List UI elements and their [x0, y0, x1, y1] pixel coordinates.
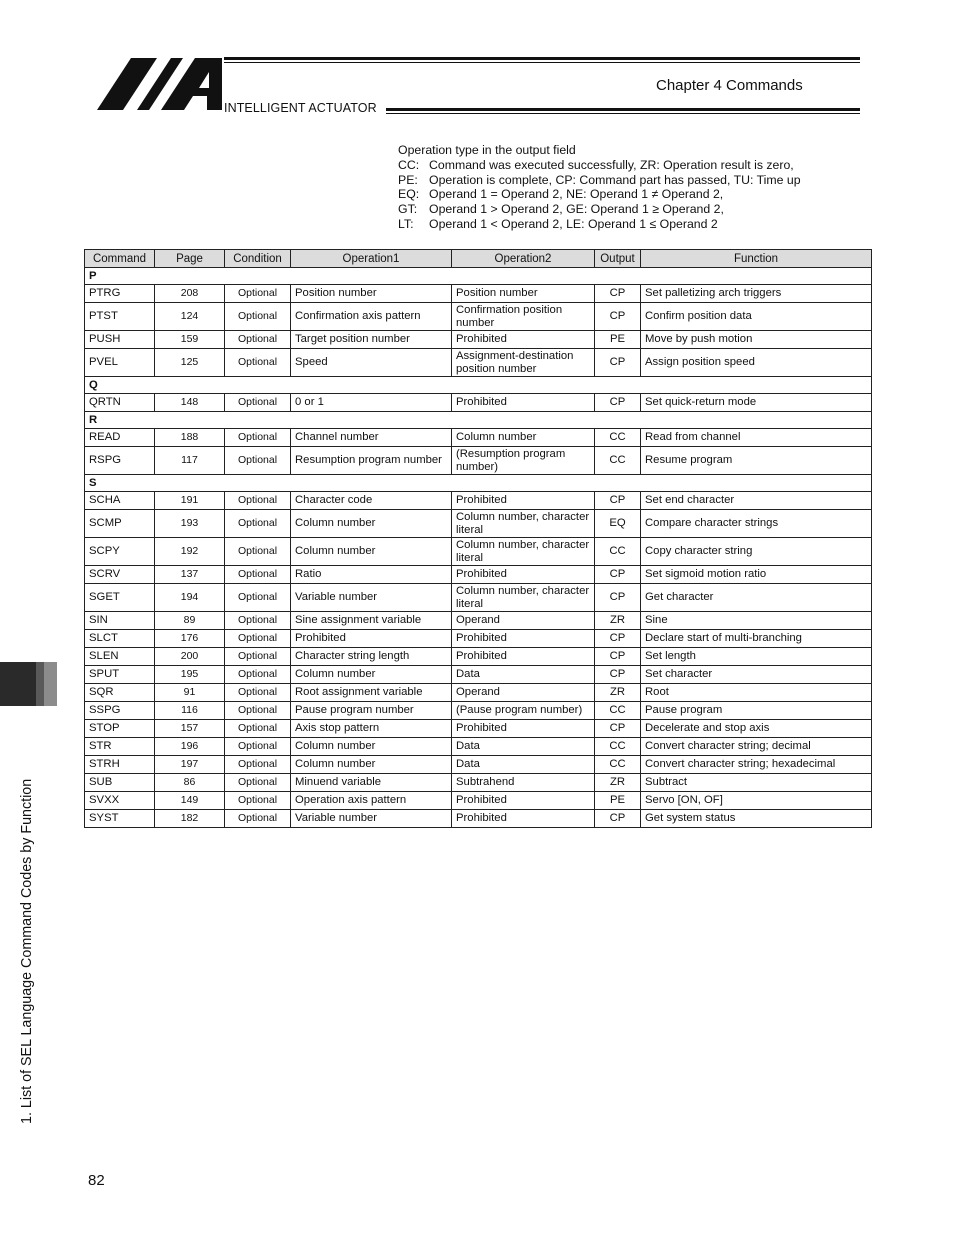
operation2-cell: Column number, character literal: [452, 538, 595, 566]
legend-row: [398, 158, 801, 173]
operation1-cell: Sine assignment variable: [291, 612, 452, 630]
output-cell: CP: [595, 630, 641, 648]
legend-text: Operand 1 > Operand 2, GE: Operand 1 ≥ Operand 2,: [429, 202, 724, 217]
output-cell: ZR: [595, 684, 641, 702]
table-row: [85, 702, 872, 720]
operation2-cell: Prohibited: [452, 394, 595, 412]
section-tab-dark: [0, 662, 36, 706]
page-cell: 91: [155, 684, 225, 702]
operation2-cell: Column number: [452, 429, 595, 447]
operation1-cell: Channel number: [291, 429, 452, 447]
operation2-cell: Operand: [452, 612, 595, 630]
operation2-cell: Data: [452, 756, 595, 774]
condition-cell: Optional: [225, 792, 291, 810]
operation1-cell: Character string length: [291, 648, 452, 666]
condition-cell: Optional: [225, 429, 291, 447]
operation1-cell: Minuend variable: [291, 774, 452, 792]
section-row: [85, 412, 872, 429]
output-cell: CP: [595, 566, 641, 584]
legend-title: Operation type in the output field: [398, 143, 576, 157]
operation2-cell: Assignment-destination position number: [452, 349, 595, 377]
condition-cell: Optional: [225, 738, 291, 756]
legend-text: Operand 1 = Operand 2, NE: Operand 1 ≠ Operand 2,: [429, 187, 724, 202]
command-cell: SIN: [85, 612, 155, 630]
operation2-cell: (Pause program number): [452, 702, 595, 720]
page-cell: 191: [155, 492, 225, 510]
section-letter: P: [85, 268, 872, 285]
page-cell: 157: [155, 720, 225, 738]
output-cell: ZR: [595, 774, 641, 792]
operation1-cell: Column number: [291, 510, 452, 538]
page-cell: 192: [155, 538, 225, 566]
function-cell: Decelerate and stop axis: [641, 720, 872, 738]
page-cell: 159: [155, 331, 225, 349]
function-cell: Get system status: [641, 810, 872, 828]
page-cell: 176: [155, 630, 225, 648]
table-row: [85, 492, 872, 510]
table-row: [85, 792, 872, 810]
table-row: [85, 447, 872, 475]
operation1-cell: Target position number: [291, 331, 452, 349]
condition-cell: Optional: [225, 648, 291, 666]
table-header-row: [85, 250, 872, 268]
operation2-cell: Prohibited: [452, 566, 595, 584]
output-cell: CP: [595, 303, 641, 331]
function-cell: Set quick-return mode: [641, 394, 872, 412]
operation2-cell: Data: [452, 666, 595, 684]
output-cell: CP: [595, 720, 641, 738]
command-cell: SSPG: [85, 702, 155, 720]
output-cell: ZR: [595, 612, 641, 630]
output-cell: CC: [595, 756, 641, 774]
condition-cell: Optional: [225, 810, 291, 828]
operation2-cell: Prohibited: [452, 648, 595, 666]
command-cell: PTRG: [85, 285, 155, 303]
condition-cell: Optional: [225, 394, 291, 412]
operation1-cell: Column number: [291, 666, 452, 684]
legend-code: LT:: [398, 216, 414, 231]
legend-row: [398, 217, 801, 232]
chapter-title: Chapter 4 Commands: [656, 77, 803, 94]
operation1-cell: Operation axis pattern: [291, 792, 452, 810]
page-cell: 137: [155, 566, 225, 584]
command-cell: STRH: [85, 756, 155, 774]
output-cell: PE: [595, 792, 641, 810]
header-rule-bottom: [386, 108, 860, 111]
page-number: 82: [88, 1172, 105, 1189]
function-cell: Pause program: [641, 702, 872, 720]
page-cell: 196: [155, 738, 225, 756]
legend-row: [398, 187, 801, 202]
output-cell: CC: [595, 447, 641, 475]
function-cell: Set character: [641, 666, 872, 684]
operation2-cell: Column number, character literal: [452, 510, 595, 538]
command-cell: READ: [85, 429, 155, 447]
command-cell: SLEN: [85, 648, 155, 666]
table-row: [85, 331, 872, 349]
condition-cell: Optional: [225, 447, 291, 475]
page-cell: 208: [155, 285, 225, 303]
header-function: Function: [641, 250, 872, 268]
header-operation2: Operation2: [452, 250, 595, 268]
command-cell: PVEL: [85, 349, 155, 377]
command-cell: SVXX: [85, 792, 155, 810]
legend-text: Operation is complete, CP: Command part has passed, TU: Time up: [429, 172, 801, 187]
header-output: Output: [595, 250, 641, 268]
condition-cell: Optional: [225, 774, 291, 792]
page-cell: 197: [155, 756, 225, 774]
legend-rows: [398, 158, 801, 232]
section-row: [85, 475, 872, 492]
page-cell: 193: [155, 510, 225, 538]
command-cell: STOP: [85, 720, 155, 738]
operation1-cell: Column number: [291, 738, 452, 756]
table-body: [85, 268, 872, 828]
table-row: [85, 538, 872, 566]
table-row: [85, 684, 872, 702]
section-letter: S: [85, 475, 872, 492]
condition-cell: Optional: [225, 684, 291, 702]
table-row: [85, 648, 872, 666]
condition-cell: Optional: [225, 630, 291, 648]
command-cell: QRTN: [85, 394, 155, 412]
function-cell: Declare start of multi-branching: [641, 630, 872, 648]
condition-cell: Optional: [225, 492, 291, 510]
table-row: [85, 756, 872, 774]
table-row: [85, 285, 872, 303]
operation2-cell: Confirmation position number: [452, 303, 595, 331]
operation1-cell: Ratio: [291, 566, 452, 584]
operation1-cell: Root assignment variable: [291, 684, 452, 702]
legend-code: GT:: [398, 202, 418, 217]
condition-cell: Optional: [225, 702, 291, 720]
page-cell: 194: [155, 584, 225, 612]
legend-code: EQ:: [398, 187, 420, 202]
output-cell: CP: [595, 394, 641, 412]
header-rule-bottom-thin: [386, 113, 860, 114]
section-letter: Q: [85, 377, 872, 394]
function-cell: Move by push motion: [641, 331, 872, 349]
output-cell: CP: [595, 648, 641, 666]
output-cell: CC: [595, 738, 641, 756]
operation2-cell: Prohibited: [452, 331, 595, 349]
operation1-cell: 0 or 1: [291, 394, 452, 412]
output-cell: CC: [595, 538, 641, 566]
condition-cell: Optional: [225, 331, 291, 349]
table-row: [85, 720, 872, 738]
table-row: [85, 612, 872, 630]
legend-text: Operand 1 < Operand 2, LE: Operand 1 ≤ Operand 2: [429, 216, 718, 231]
section-row: [85, 377, 872, 394]
operation2-cell: Prohibited: [452, 492, 595, 510]
operation2-cell: Operand: [452, 684, 595, 702]
operation2-cell: Prohibited: [452, 630, 595, 648]
page-cell: 116: [155, 702, 225, 720]
function-cell: Set sigmoid motion ratio: [641, 566, 872, 584]
header-page: Page: [155, 250, 225, 268]
function-cell: Read from channel: [641, 429, 872, 447]
function-cell: Set end character: [641, 492, 872, 510]
table-row: [85, 303, 872, 331]
operation2-cell: (Resumption program number): [452, 447, 595, 475]
command-cell: SCRV: [85, 566, 155, 584]
operation1-cell: Resumption program number: [291, 447, 452, 475]
function-cell: Set palletizing arch triggers: [641, 285, 872, 303]
output-cell: CP: [595, 584, 641, 612]
table-row: [85, 510, 872, 538]
operation1-cell: Character code: [291, 492, 452, 510]
command-cell: STR: [85, 738, 155, 756]
operation1-cell: Variable number: [291, 584, 452, 612]
function-cell: Sine: [641, 612, 872, 630]
table-row: [85, 738, 872, 756]
condition-cell: Optional: [225, 510, 291, 538]
page-cell: 149: [155, 792, 225, 810]
header-condition: Condition: [225, 250, 291, 268]
table-row: [85, 630, 872, 648]
output-cell: CP: [595, 666, 641, 684]
table-row: [85, 394, 872, 412]
condition-cell: Optional: [225, 349, 291, 377]
legend-row: [398, 202, 801, 217]
function-cell: Root: [641, 684, 872, 702]
table-row: [85, 584, 872, 612]
output-legend: [398, 143, 801, 232]
condition-cell: Optional: [225, 666, 291, 684]
output-cell: CP: [595, 810, 641, 828]
condition-cell: Optional: [225, 285, 291, 303]
table-row: [85, 810, 872, 828]
function-cell: Confirm position data: [641, 303, 872, 331]
header-command: Command: [85, 250, 155, 268]
operation1-cell: Position number: [291, 285, 452, 303]
function-cell: Copy character string: [641, 538, 872, 566]
table-row: [85, 349, 872, 377]
condition-cell: Optional: [225, 566, 291, 584]
output-cell: CC: [595, 702, 641, 720]
header-rule-top: [224, 57, 860, 60]
section-side-label: 1. List of SEL Language Command Codes by Function: [19, 778, 35, 1124]
function-cell: Set length: [641, 648, 872, 666]
page-cell: 188: [155, 429, 225, 447]
command-cell: SYST: [85, 810, 155, 828]
page-cell: 125: [155, 349, 225, 377]
function-cell: Convert character string; hexadecimal: [641, 756, 872, 774]
operation2-cell: Prohibited: [452, 720, 595, 738]
section-letter: R: [85, 412, 872, 429]
command-table: [84, 249, 872, 828]
header-operation1: Operation1: [291, 250, 452, 268]
condition-cell: Optional: [225, 538, 291, 566]
output-cell: PE: [595, 331, 641, 349]
page-cell: 124: [155, 303, 225, 331]
header-rule-top-thin: [224, 62, 860, 63]
brand-name: INTELLIGENT ACTUATOR: [224, 101, 377, 115]
page-cell: 89: [155, 612, 225, 630]
output-cell: CC: [595, 429, 641, 447]
operation2-cell: Prohibited: [452, 792, 595, 810]
section-tab-mid: [36, 662, 44, 706]
command-cell: SCHA: [85, 492, 155, 510]
legend-code: PE:: [398, 172, 418, 187]
function-cell: Subtract: [641, 774, 872, 792]
function-cell: Assign position speed: [641, 349, 872, 377]
command-cell: PUSH: [85, 331, 155, 349]
operation2-cell: Prohibited: [452, 810, 595, 828]
section-row: [85, 268, 872, 285]
iai-logo: [97, 58, 222, 110]
command-cell: SGET: [85, 584, 155, 612]
command-cell: RSPG: [85, 447, 155, 475]
command-cell: SPUT: [85, 666, 155, 684]
page-cell: 148: [155, 394, 225, 412]
command-cell: SLCT: [85, 630, 155, 648]
command-cell: SCMP: [85, 510, 155, 538]
table-row: [85, 774, 872, 792]
operation1-cell: Axis stop pattern: [291, 720, 452, 738]
command-cell: SUB: [85, 774, 155, 792]
function-cell: Compare character strings: [641, 510, 872, 538]
function-cell: Convert character string; decimal: [641, 738, 872, 756]
page-cell: 182: [155, 810, 225, 828]
operation1-cell: Prohibited: [291, 630, 452, 648]
page-cell: 200: [155, 648, 225, 666]
condition-cell: Optional: [225, 303, 291, 331]
section-tab-light: [44, 662, 57, 706]
page-cell: 86: [155, 774, 225, 792]
page-cell: 195: [155, 666, 225, 684]
operation1-cell: Speed: [291, 349, 452, 377]
operation1-cell: Confirmation axis pattern: [291, 303, 452, 331]
table-row: [85, 666, 872, 684]
operation1-cell: Column number: [291, 538, 452, 566]
command-cell: SQR: [85, 684, 155, 702]
operation1-cell: Pause program number: [291, 702, 452, 720]
output-cell: EQ: [595, 510, 641, 538]
function-cell: Servo [ON, OF]: [641, 792, 872, 810]
operation2-cell: Data: [452, 738, 595, 756]
operation2-cell: Position number: [452, 285, 595, 303]
output-cell: CP: [595, 492, 641, 510]
operation2-cell: Column number, character literal: [452, 584, 595, 612]
legend-text: Command was executed successfully, ZR: Operation result is zero,: [429, 157, 794, 172]
command-cell: PTST: [85, 303, 155, 331]
condition-cell: Optional: [225, 720, 291, 738]
condition-cell: Optional: [225, 612, 291, 630]
table-row: [85, 566, 872, 584]
condition-cell: Optional: [225, 756, 291, 774]
operation1-cell: Variable number: [291, 810, 452, 828]
function-cell: Resume program: [641, 447, 872, 475]
operation1-cell: Column number: [291, 756, 452, 774]
command-cell: SCPY: [85, 538, 155, 566]
legend-row: [398, 173, 801, 188]
output-cell: CP: [595, 285, 641, 303]
operation2-cell: Subtrahend: [452, 774, 595, 792]
legend-code: CC:: [398, 157, 420, 172]
function-cell: Get character: [641, 584, 872, 612]
output-cell: CP: [595, 349, 641, 377]
page-cell: 117: [155, 447, 225, 475]
table-row: [85, 429, 872, 447]
condition-cell: Optional: [225, 584, 291, 612]
